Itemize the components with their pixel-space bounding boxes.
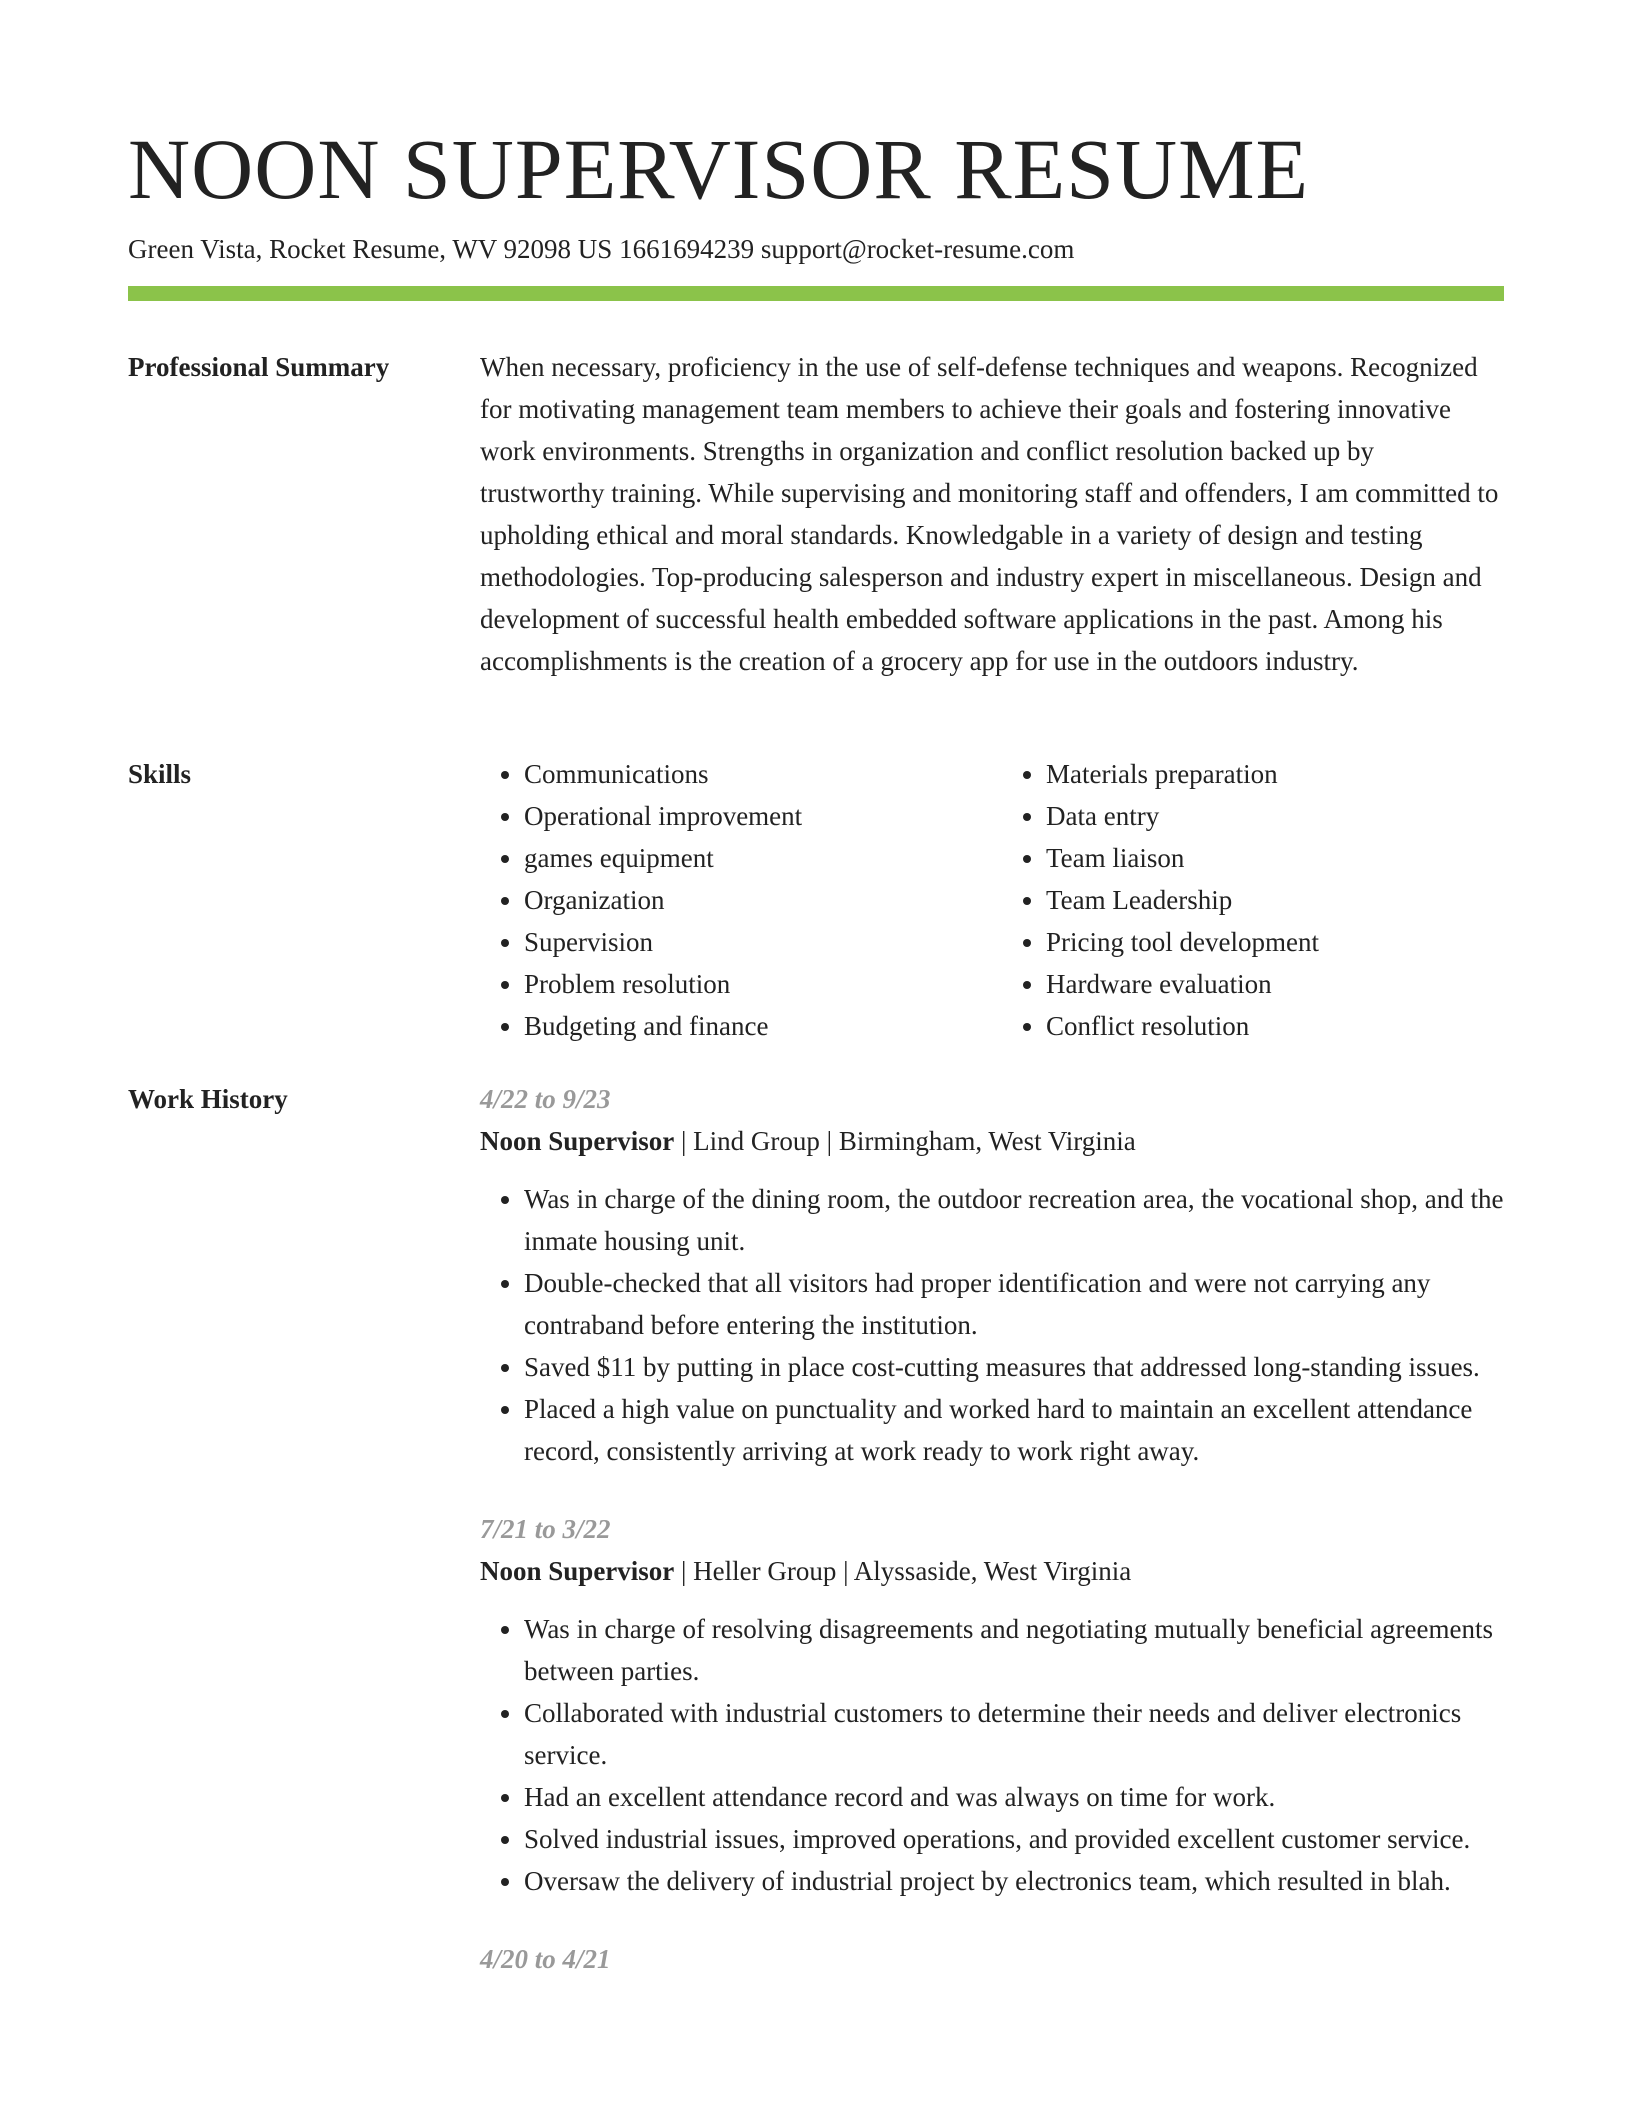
skills-list-left: [480, 753, 982, 1047]
job-bullet: • Was in charge of the dining room, the outdoor recreation area, the vocational shop, and the inmate housing unit.: [524, 1178, 1504, 1262]
section-label-summary: Professional Summary: [128, 352, 390, 382]
skill-item: • Materials preparation: [1046, 753, 1504, 795]
summary-text: When necessary, proficiency in the use of self-defense techniques and weapons. Recognized for motivating management team members to achieve their goals and fostering innovative work environments. Strengths in organization and conflict resolution backed up by trustworthy training. While supervising and monitoring staff and offenders, I am committed to upholding ethical and moral standards. Knowledgable in a variety of design and testing methodologies. Top-producing salesperson and industry expert in miscellaneous. Design and development of successful health embedded software applications in the past. Among his accomplishments is the creation of a grocery app for use in the outdoors industry.: [480, 352, 1499, 676]
skill-item: • Problem resolution: [524, 963, 982, 1005]
skill-item: • games equipment: [524, 837, 982, 879]
job-dates: 4/20 to 4/21: [480, 1944, 611, 1974]
job-bullet: • Was in charge of resolving disagreements and negotiating mutually beneficial agreements between parties.: [524, 1608, 1504, 1692]
skill-item: • Supervision: [524, 921, 982, 963]
section-label-work-history: Work History: [128, 1084, 288, 1114]
job-heading: [480, 1120, 1504, 1162]
job-entry: [480, 1938, 1504, 1980]
job-bullet: • Collaborated with industrial customers to determine their needs and deliver electronics service.: [524, 1692, 1504, 1776]
job-details: | Lind Group | Birmingham, West Virginia: [674, 1126, 1136, 1156]
skill-item: • Team liaison: [1046, 837, 1504, 879]
skill-item: • Organization: [524, 879, 982, 921]
skill-item: • Operational improvement: [524, 795, 982, 837]
job-title: Noon Supervisor: [480, 1556, 675, 1586]
job-details: | Heller Group | Alyssaside, West Virginia: [674, 1556, 1132, 1586]
job-bullet: • Oversaw the delivery of industrial project by electronics team, which resulted in blah.: [524, 1860, 1504, 1902]
job-heading: [480, 1550, 1504, 1592]
summary-body: [480, 346, 1504, 682]
job-entry: [480, 1508, 1504, 1902]
job-dates: 7/21 to 3/22: [480, 1514, 611, 1544]
section-label-skills: Skills: [128, 759, 192, 789]
job-bullet: • Had an excellent attendance record and was always on time for work.: [524, 1776, 1504, 1818]
skill-item: • Conflict resolution: [1046, 1005, 1504, 1047]
contact-line: Green Vista, Rocket Resume, WV 92098 US 1661694239 support@rocket-resume.com: [128, 234, 1075, 264]
job-entry: [480, 1078, 1504, 1472]
job-bullet: • Double-checked that all visitors had proper identification and were not carrying any contraband before entering the institution.: [524, 1262, 1504, 1346]
job-bullets: [480, 1178, 1504, 1472]
skills-list-right: [1002, 753, 1504, 1047]
resume-title: NOON SUPERVISOR RESUME: [128, 121, 1310, 217]
skill-item: • Pricing tool development: [1046, 921, 1504, 963]
skill-item: • Budgeting and finance: [524, 1005, 982, 1047]
job-dates: 4/22 to 9/23: [480, 1084, 611, 1114]
skills-columns: [480, 753, 1504, 1047]
work-history-body: [480, 1078, 1504, 2016]
accent-divider: [128, 286, 1504, 301]
job-title: Noon Supervisor: [480, 1126, 675, 1156]
skill-item: • Data entry: [1046, 795, 1504, 837]
skill-item: • Hardware evaluation: [1046, 963, 1504, 1005]
skill-item: • Communications: [524, 753, 982, 795]
job-bullet: • Placed a high value on punctuality and worked hard to maintain an excellent attendance record, consistently arriving at work ready to work right away.: [524, 1388, 1504, 1472]
job-bullet: • Saved $11 by putting in place cost-cutting measures that addressed long-standing issues.: [524, 1346, 1504, 1388]
job-bullets: [480, 1608, 1504, 1902]
skill-item: • Team Leadership: [1046, 879, 1504, 921]
job-bullet: • Solved industrial issues, improved operations, and provided excellent customer service.: [524, 1818, 1504, 1860]
